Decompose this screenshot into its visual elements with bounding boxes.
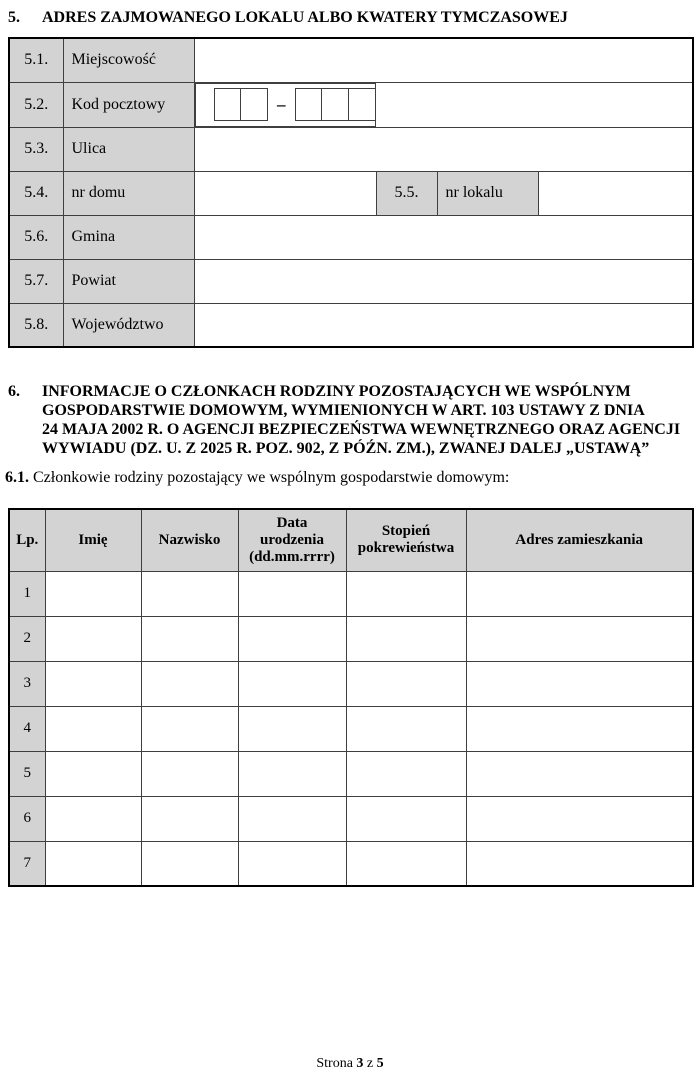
footer-of-word: z <box>366 1056 374 1071</box>
cell-data-urodzenia[interactable] <box>238 616 346 661</box>
row-number: 2 <box>9 616 45 661</box>
cell-data-urodzenia[interactable] <box>238 796 346 841</box>
row-label: Miejscowość <box>63 38 194 82</box>
footer-total-pages: 5 <box>376 1056 384 1071</box>
postal-digit-box[interactable] <box>321 88 349 121</box>
row-number: 5.4. <box>9 171 63 215</box>
row-number: 5.6. <box>9 215 63 259</box>
postal-digit-box[interactable] <box>348 88 376 121</box>
row-number: 7 <box>9 841 45 886</box>
row-number: 6 <box>9 796 45 841</box>
cell-data-urodzenia[interactable] <box>238 706 346 751</box>
row-number: 1 <box>9 571 45 616</box>
postal-group-second <box>295 88 376 121</box>
section5-title: ADRES ZAJMOWANEGO LOKALU ALBO KWATERY TYMCZASOWEJ <box>42 9 568 26</box>
field-gmina[interactable] <box>194 215 693 259</box>
postal-digit-box[interactable] <box>240 88 268 121</box>
cell-data-urodzenia[interactable] <box>238 571 346 616</box>
cell-adres-zamieszkania[interactable] <box>466 841 693 886</box>
section6-sub-text: Członkowie rodziny pozostający we wspólnym gospodarstwie domowym: <box>33 469 510 486</box>
field-powiat[interactable] <box>194 259 693 303</box>
row-number: 5.1. <box>9 38 63 82</box>
cell-nazwisko[interactable] <box>141 796 238 841</box>
row-number: 5.5. <box>376 171 437 215</box>
field-ulica[interactable] <box>194 127 693 171</box>
section6-number: 6. <box>8 383 20 400</box>
section6-title-line: WYWIADU (DZ. U. Z 2025 R. POZ. 902, Z PÓŹN. ZM.), ZWANEJ DALEJ „USTAWĄ” <box>42 440 650 457</box>
row-label: Ulica <box>63 127 194 171</box>
header-data-urodzenia: Data urodzenia (dd.mm.rrrr) <box>238 509 346 571</box>
row-number: 5 <box>9 751 45 796</box>
cell-nazwisko[interactable] <box>141 616 238 661</box>
postal-digit-box[interactable] <box>295 88 323 121</box>
cell-stopien-pokrewienstwa[interactable] <box>346 706 466 751</box>
cell-nazwisko[interactable] <box>141 841 238 886</box>
member-row <box>9 706 693 751</box>
footer-page-number: 3 <box>356 1056 364 1071</box>
header-nazwisko: Nazwisko <box>141 509 238 571</box>
cell-data-urodzenia[interactable] <box>238 841 346 886</box>
address-row-ulica <box>9 127 693 171</box>
cell-stopien-pokrewienstwa[interactable] <box>346 751 466 796</box>
address-row-powiat <box>9 259 693 303</box>
section6-title-line: GOSPODARSTWIE DOMOWYM, WYMIENIONYCH W ART. 103 USTAWY Z DNIA <box>42 402 645 419</box>
row-label: nr lokalu <box>437 171 538 215</box>
cell-stopien-pokrewienstwa[interactable] <box>346 841 466 886</box>
cell-nazwisko[interactable] <box>141 706 238 751</box>
cell-imie[interactable] <box>45 796 141 841</box>
cell-stopien-pokrewienstwa[interactable] <box>346 616 466 661</box>
footer-prefix: Strona <box>316 1056 353 1071</box>
cell-adres-zamieszkania[interactable] <box>466 571 693 616</box>
member-row <box>9 661 693 706</box>
cell-nazwisko[interactable] <box>141 751 238 796</box>
postal-digit-box[interactable] <box>214 88 242 121</box>
header-imie: Imię <box>45 509 141 571</box>
row-number: 3 <box>9 661 45 706</box>
address-row-miejscowosc <box>9 38 693 82</box>
address-row-nr-domu-lokalu <box>9 171 693 215</box>
cell-adres-zamieszkania[interactable] <box>466 796 693 841</box>
member-row <box>9 796 693 841</box>
row-label: nr domu <box>63 171 194 215</box>
family-table-header-row <box>9 509 693 571</box>
cell-imie[interactable] <box>45 841 141 886</box>
section6-title-line: INFORMACJE O CZŁONKACH RODZINY POZOSTAJĄCYCH WE WSPÓLNYM <box>42 383 631 400</box>
row-number: 5.3. <box>9 127 63 171</box>
cell-nazwisko[interactable] <box>141 571 238 616</box>
row-label: Powiat <box>63 259 194 303</box>
member-row <box>9 841 693 886</box>
field-miejscowosc[interactable] <box>194 38 693 82</box>
cell-imie[interactable] <box>45 751 141 796</box>
cell-imie[interactable] <box>45 661 141 706</box>
section6-title-line: 24 MAJA 2002 R. O AGENCJI BEZPIECZEŃSTWA WEWNĘTRZNEGO ORAZ AGENCJI <box>42 421 681 438</box>
row-number: 5.2. <box>9 82 63 127</box>
family-members-table <box>8 508 694 887</box>
address-row-gmina <box>9 215 693 259</box>
row-label: Gmina <box>63 215 194 259</box>
cell-stopien-pokrewienstwa[interactable] <box>346 571 466 616</box>
section6-title <box>42 382 681 458</box>
postal-dash: – <box>277 95 286 114</box>
postal-group-first <box>214 88 269 121</box>
header-stopien-pokrewienstwa: Stopień pokrewieństwa <box>346 509 466 571</box>
cell-adres-zamieszkania[interactable] <box>466 706 693 751</box>
cell-stopien-pokrewienstwa[interactable] <box>346 661 466 706</box>
cell-nazwisko[interactable] <box>141 661 238 706</box>
cell-imie[interactable] <box>45 571 141 616</box>
cell-data-urodzenia[interactable] <box>238 661 346 706</box>
address-table <box>8 37 694 348</box>
cell-adres-zamieszkania[interactable] <box>466 616 693 661</box>
member-row <box>9 751 693 796</box>
cell-adres-zamieszkania[interactable] <box>466 661 693 706</box>
field-nr-lokalu[interactable] <box>538 171 693 215</box>
section6-sub-number: 6.1. <box>5 469 29 486</box>
field-nr-domu[interactable] <box>194 171 376 215</box>
cell-adres-zamieszkania[interactable] <box>466 751 693 796</box>
cell-data-urodzenia[interactable] <box>238 751 346 796</box>
header-adres-zamieszkania: Adres zamieszkania <box>466 509 693 571</box>
row-number: 4 <box>9 706 45 751</box>
row-number: 5.8. <box>9 303 63 347</box>
row-label: Województwo <box>63 303 194 347</box>
field-kod-pocztowy <box>195 83 377 127</box>
address-row-kod-pocztowy <box>9 82 693 127</box>
row-label: Kod pocztowy <box>63 82 194 127</box>
row-number: 5.7. <box>9 259 63 303</box>
member-row <box>9 616 693 661</box>
section6-sub-line <box>5 469 509 487</box>
member-row <box>9 571 693 616</box>
cell-imie[interactable] <box>45 616 141 661</box>
page-footer <box>0 1056 700 1072</box>
address-row-wojewodztwo <box>9 303 693 347</box>
cell-stopien-pokrewienstwa[interactable] <box>346 796 466 841</box>
cell-imie[interactable] <box>45 706 141 751</box>
header-lp: Lp. <box>9 509 45 571</box>
field-wojewodztwo[interactable] <box>194 303 693 347</box>
section5-number: 5. <box>8 9 20 26</box>
